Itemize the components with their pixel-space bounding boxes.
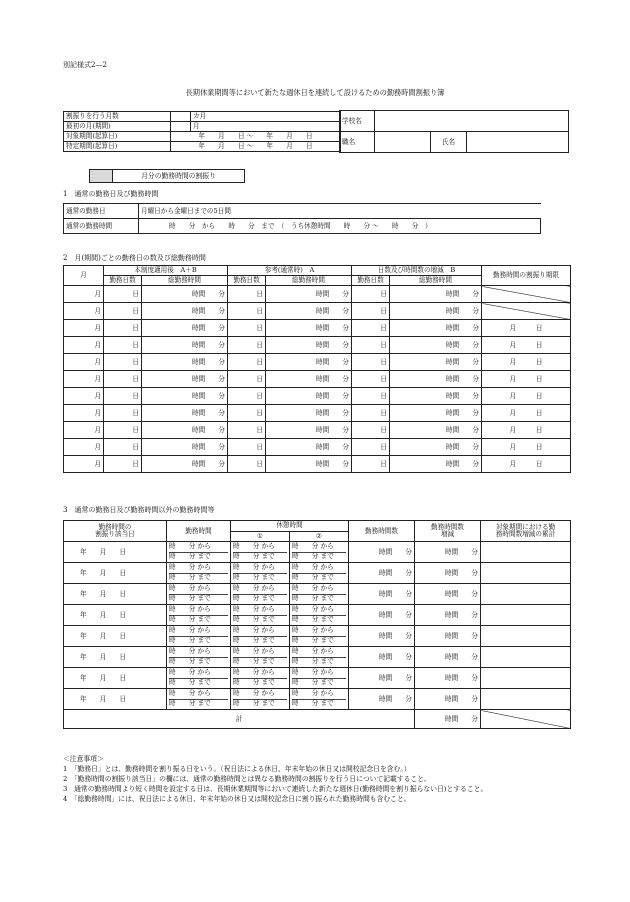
row-ref-days[interactable]: 日 <box>228 439 266 456</box>
time-to: 時 分 まで <box>233 614 275 623</box>
row-deadline[interactable]: 月 日 <box>482 371 571 388</box>
row-cumulative[interactable] <box>481 605 571 626</box>
time-to: 時 分 まで <box>169 593 211 602</box>
row-deadline[interactable]: 月 日 <box>482 354 571 371</box>
row-change-days[interactable]: 日 <box>352 405 390 422</box>
row-change-days[interactable]: 日 <box>352 439 390 456</box>
row-count[interactable]: 時間 分 <box>349 605 415 626</box>
label: 特定期間(起算日) <box>64 142 171 152</box>
row-ref-total[interactable]: 時間 分 <box>266 286 352 303</box>
header-system: 本制度適用後 A＋B <box>104 266 228 276</box>
row-change-days[interactable]: 日 <box>352 320 390 337</box>
table-row <box>64 422 571 439</box>
time-to: 時 分 まで <box>292 656 334 665</box>
row-change-days[interactable]: 日 <box>352 303 390 320</box>
row-change-days[interactable]: 日 <box>352 456 390 473</box>
time-to: 時 分 まで <box>292 677 334 686</box>
row-month[interactable]: 月 <box>64 388 104 405</box>
row-ref-total[interactable]: 時間 分 <box>266 388 352 405</box>
row-count[interactable]: 時間 分 <box>349 689 415 710</box>
header-total: 総勤務時間 <box>142 276 228 286</box>
row-days[interactable]: 日 <box>104 439 142 456</box>
time-from: 時 分 から <box>292 564 346 574</box>
row-change-total[interactable]: 時間 分 <box>390 439 482 456</box>
row-break1[interactable] <box>231 584 290 605</box>
header-days: 勤務日数 <box>352 276 390 286</box>
header-month: 月 <box>64 266 104 286</box>
header-days: 勤務日数 <box>228 276 266 286</box>
table-row <box>64 354 571 371</box>
row-total[interactable]: 時間 分 <box>142 354 228 371</box>
time-from: 時 分 から <box>292 627 346 637</box>
row-total[interactable]: 時間 分 <box>142 405 228 422</box>
row-hours[interactable] <box>167 542 231 563</box>
row-month[interactable]: 月 <box>64 371 104 388</box>
time-from: 時 分 から <box>169 627 228 637</box>
row-date[interactable]: 年 月 日 <box>64 605 167 626</box>
row-hours[interactable] <box>167 605 231 626</box>
table-row <box>64 584 571 605</box>
section1-title: 1 通常の勤務日及び勤務時間 <box>63 190 159 198</box>
row-total[interactable]: 時間 分 <box>142 320 228 337</box>
row-ref-total[interactable]: 時間 分 <box>266 320 352 337</box>
value[interactable]: カ月 <box>191 112 341 122</box>
table-row <box>64 647 571 668</box>
table-row <box>64 371 571 388</box>
name-field[interactable] <box>467 132 569 153</box>
row-change-days[interactable]: 日 <box>352 354 390 371</box>
row-change-days[interactable]: 日 <box>352 388 390 405</box>
row-change-total[interactable]: 時間 分 <box>390 371 482 388</box>
row-break1[interactable] <box>231 689 290 710</box>
row-ref-total[interactable]: 時間 分 <box>266 337 352 354</box>
row-deadline[interactable]: 月 日 <box>482 405 571 422</box>
row-change[interactable]: 時間 分 <box>415 584 481 605</box>
row-month[interactable]: 月 <box>64 286 104 303</box>
table-row <box>64 689 571 710</box>
row-ref-total[interactable]: 時間 分 <box>266 405 352 422</box>
hours-label: 通常の勤務時間 <box>64 219 139 234</box>
table-row <box>64 439 571 456</box>
header-break: 休憩時間 <box>231 521 349 532</box>
header-total: 総勤務時間 <box>390 276 482 286</box>
time-to: 時 分 まで <box>292 551 334 560</box>
row-ref-total[interactable]: 時間 分 <box>266 422 352 439</box>
row-cumulative[interactable] <box>481 626 571 647</box>
row-break2[interactable] <box>290 542 349 563</box>
workday-value: 月曜日から金曜日までの5日間 <box>139 204 541 219</box>
section2-title: 2 月(期間)ごとの勤務日の数及び総勤務時間 <box>63 254 206 262</box>
time-from: 時 分 から <box>169 669 228 679</box>
time-from: 時 分 から <box>292 543 346 553</box>
row-change-total[interactable]: 時間 分 <box>390 320 482 337</box>
table-row <box>64 605 571 626</box>
row-deadline[interactable]: 月 日 <box>482 422 571 439</box>
row-month[interactable]: 月 <box>64 405 104 422</box>
month-field[interactable] <box>90 170 113 182</box>
row-change-total[interactable]: 時間 分 <box>390 286 482 303</box>
row-deadline-blank <box>482 286 571 303</box>
row-date[interactable]: 年 月 日 <box>64 542 167 563</box>
value[interactable]: 月 <box>191 122 341 132</box>
row-break1[interactable] <box>231 605 290 626</box>
row-ref-days[interactable]: 日 <box>228 320 266 337</box>
row-total[interactable]: 時間 分 <box>142 456 228 473</box>
table-row <box>64 286 571 303</box>
section1-table <box>63 203 541 234</box>
header-count: 勤務時間数 <box>349 521 415 542</box>
row-deadline[interactable]: 月 日 <box>482 337 571 354</box>
time-from: 時 分 から <box>233 606 287 616</box>
row-cumulative[interactable] <box>481 563 571 584</box>
time-to: 時 分 まで <box>169 572 211 581</box>
table-row <box>64 320 571 337</box>
row-break1[interactable] <box>231 626 290 647</box>
row-ref-total[interactable]: 時間 分 <box>266 439 352 456</box>
section3-table <box>63 520 571 729</box>
row-month[interactable]: 月 <box>64 337 104 354</box>
row-days[interactable]: 日 <box>104 371 142 388</box>
row-break2[interactable] <box>290 584 349 605</box>
total-cumulative <box>481 710 571 729</box>
row-count[interactable]: 時間 分 <box>349 542 415 563</box>
row-count[interactable]: 時間 分 <box>349 626 415 647</box>
row-change-days[interactable]: 日 <box>352 337 390 354</box>
time-to: 時 分 まで <box>292 698 334 707</box>
notes-heading: ＜注意事項＞ <box>63 755 104 763</box>
label: 割振りを行う月数 <box>64 112 171 122</box>
row-days[interactable]: 日 <box>104 405 142 422</box>
value[interactable]: 年 月 日 〜 年 月 日 <box>171 142 341 152</box>
row-ref-days[interactable]: 日 <box>228 388 266 405</box>
header-break2: ② <box>290 531 349 542</box>
header-days: 勤務日数 <box>104 276 142 286</box>
row-break1[interactable] <box>231 647 290 668</box>
row-change[interactable]: 時間 分 <box>415 647 481 668</box>
row-deadline[interactable]: 月 日 <box>482 439 571 456</box>
row-change-days[interactable]: 日 <box>352 286 390 303</box>
row-date[interactable]: 年 月 日 <box>64 689 167 710</box>
row-days[interactable]: 日 <box>104 303 142 320</box>
row-hours[interactable] <box>167 584 231 605</box>
section3-title: 3 通常の勤務日及び勤務時間以外の勤務時間等 <box>63 506 215 514</box>
time-to: 時 分 まで <box>292 635 334 644</box>
row-change[interactable]: 時間 分 <box>415 626 481 647</box>
form-id: 別記様式2—2 <box>63 61 107 69</box>
table-row <box>64 563 571 584</box>
time-from: 時 分 から <box>169 543 228 553</box>
row-date[interactable]: 年 月 日 <box>64 626 167 647</box>
hours-value[interactable]: 時 分 から 時 分 まで （ うち休憩時間 時 分 〜 時 分 ） <box>139 219 541 234</box>
time-to: 時 分 まで <box>292 572 334 581</box>
table-row <box>64 668 571 689</box>
row-total[interactable]: 時間 分 <box>142 337 228 354</box>
row-cumulative[interactable] <box>481 584 571 605</box>
row-change-total[interactable]: 時間 分 <box>390 337 482 354</box>
header-cumulative: 対象期間における勤 務時間数増減の累計 <box>481 521 571 542</box>
row-change[interactable]: 時間 分 <box>415 563 481 584</box>
row-break2[interactable] <box>290 626 349 647</box>
row-change-total[interactable]: 時間 分 <box>390 422 482 439</box>
row-break2[interactable] <box>290 605 349 626</box>
header-change: 日数及び時間数の増減 B <box>352 266 482 276</box>
row-break2[interactable] <box>290 689 349 710</box>
time-to: 時 分 まで <box>233 551 275 560</box>
header-total: 総勤務時間 <box>266 276 352 286</box>
row-ref-total[interactable]: 時間 分 <box>266 354 352 371</box>
row-count[interactable]: 時間 分 <box>349 647 415 668</box>
row-deadline-blank <box>482 303 571 320</box>
workday-label: 通常の勤務日 <box>64 204 139 219</box>
row-cumulative[interactable] <box>481 668 571 689</box>
monthly-box <box>89 169 245 183</box>
time-to: 時 分 まで <box>169 677 211 686</box>
table-row <box>64 626 571 647</box>
time-to: 時 分 まで <box>169 551 211 560</box>
table-row <box>64 456 571 473</box>
time-to: 時 分 まで <box>292 614 334 623</box>
row-change-total[interactable]: 時間 分 <box>390 388 482 405</box>
row-date[interactable]: 年 月 日 <box>64 563 167 584</box>
row-ref-days[interactable]: 日 <box>228 303 266 320</box>
total-value[interactable]: 時間 分 <box>415 710 481 729</box>
row-break1[interactable] <box>231 542 290 563</box>
row-change[interactable]: 時間 分 <box>415 668 481 689</box>
time-from: 時 分 から <box>169 606 228 616</box>
time-from: 時 分 から <box>233 690 287 700</box>
time-to: 時 分 まで <box>233 593 275 602</box>
row-days[interactable]: 日 <box>104 286 142 303</box>
time-from: 時 分 から <box>233 669 287 679</box>
row-ref-total[interactable]: 時間 分 <box>266 371 352 388</box>
time-to: 時 分 まで <box>233 698 275 707</box>
row-deadline[interactable]: 月 日 <box>482 320 571 337</box>
row-total[interactable]: 時間 分 <box>142 439 228 456</box>
time-from: 時 分 から <box>169 648 228 658</box>
row-days[interactable]: 日 <box>104 388 142 405</box>
row-month[interactable]: 月 <box>64 303 104 320</box>
label: 対象期間(起算日) <box>64 132 171 142</box>
row-days[interactable]: 日 <box>104 354 142 371</box>
row-days[interactable]: 日 <box>104 422 142 439</box>
time-from: 時 分 から <box>233 543 287 553</box>
row-deadline[interactable]: 月 日 <box>482 388 571 405</box>
row-month[interactable]: 月 <box>64 439 104 456</box>
row-cumulative[interactable] <box>481 542 571 563</box>
table-row <box>64 405 571 422</box>
row-break2[interactable] <box>290 563 349 584</box>
time-from: 時 分 から <box>292 585 346 595</box>
row-count[interactable]: 時間 分 <box>349 668 415 689</box>
time-to: 時 分 まで <box>169 698 211 707</box>
row-cumulative[interactable] <box>481 647 571 668</box>
time-to: 時 分 まで <box>169 656 211 665</box>
total-label: 計 <box>64 710 415 729</box>
row-count[interactable]: 時間 分 <box>349 584 415 605</box>
time-to: 時 分 まで <box>233 677 275 686</box>
row-ref-days[interactable]: 日 <box>228 422 266 439</box>
monthly-box-label: 月分の勤務時間の割振り <box>141 172 216 180</box>
row-hours[interactable] <box>167 563 231 584</box>
row-total[interactable]: 時間 分 <box>142 388 228 405</box>
time-to: 時 分 まで <box>233 572 275 581</box>
row-total[interactable]: 時間 分 <box>142 371 228 388</box>
row-ref-days[interactable]: 日 <box>228 286 266 303</box>
row-change-days[interactable]: 日 <box>352 371 390 388</box>
period-table <box>63 111 341 152</box>
section2-table <box>63 265 571 473</box>
row-count[interactable]: 時間 分 <box>349 563 415 584</box>
table-row <box>64 542 571 563</box>
row-date[interactable]: 年 月 日 <box>64 584 167 605</box>
header-hours: 勤務時間 <box>167 521 231 542</box>
time-from: 時 分 から <box>292 606 346 616</box>
row-month[interactable]: 月 <box>64 354 104 371</box>
time-from: 時 分 から <box>233 627 287 637</box>
row-hours[interactable] <box>167 647 231 668</box>
time-to: 時 分 まで <box>292 593 334 602</box>
time-to: 時 分 まで <box>233 635 275 644</box>
row-change[interactable]: 時間 分 <box>415 542 481 563</box>
time-from: 時 分 から <box>169 564 228 574</box>
time-to: 時 分 まで <box>233 656 275 665</box>
row-days[interactable]: 日 <box>104 337 142 354</box>
row-month[interactable]: 月 <box>64 320 104 337</box>
table-row <box>64 388 571 405</box>
name-label: 氏名 <box>431 132 467 153</box>
label: 最初の月(期間) <box>64 122 171 132</box>
row-change-total[interactable]: 時間 分 <box>390 303 482 320</box>
time-from: 時 分 から <box>233 585 287 595</box>
note-1: 1 「勤務日」とは、勤務時間を割り振る日をいう。（祝日法による休日、年末年始の休日又は開校記念日を含む。） <box>63 765 411 773</box>
row-break2[interactable] <box>290 668 349 689</box>
note-4: 4 「総勤務時間」には、祝日法による休日、年末年始の休日又は開校記念日に割り振られた勤務時間も含むこと。 <box>63 795 411 803</box>
note-2: 2 「勤務時間の割振り該当日」の欄には、通常の勤務時間とは異なる勤務時間の割振りを行う日について記載すること。 <box>63 775 431 783</box>
row-hours[interactable] <box>167 689 231 710</box>
row-change-total[interactable]: 時間 分 <box>390 354 482 371</box>
position-label: 職名 <box>340 132 375 153</box>
school-field[interactable] <box>375 111 569 132</box>
table-row <box>64 303 571 320</box>
time-from: 時 分 から <box>169 690 228 700</box>
header-change: 勤務時間数 増減 <box>415 521 481 542</box>
row-deadline[interactable]: 月 日 <box>482 456 571 473</box>
time-from: 時 分 から <box>233 564 287 574</box>
row-hours[interactable] <box>167 626 231 647</box>
row-total[interactable]: 時間 分 <box>142 422 228 439</box>
row-ref-days[interactable]: 日 <box>228 371 266 388</box>
time-to: 時 分 まで <box>169 635 211 644</box>
row-days[interactable]: 日 <box>104 320 142 337</box>
row-ref-total[interactable]: 時間 分 <box>266 303 352 320</box>
time-from: 時 分 から <box>292 690 346 700</box>
row-hours[interactable] <box>167 668 231 689</box>
row-date[interactable]: 年 月 日 <box>64 668 167 689</box>
row-change-total[interactable]: 時間 分 <box>390 456 482 473</box>
school-label: 学校名 <box>340 111 375 132</box>
time-from: 時 分 から <box>233 648 287 658</box>
row-change-total[interactable]: 時間 分 <box>390 405 482 422</box>
row-days[interactable]: 日 <box>104 456 142 473</box>
row-ref-total[interactable]: 時間 分 <box>266 456 352 473</box>
time-from: 時 分 から <box>169 585 228 595</box>
row-month[interactable]: 月 <box>64 422 104 439</box>
row-total[interactable]: 時間 分 <box>142 303 228 320</box>
row-month[interactable]: 月 <box>64 456 104 473</box>
row-change[interactable]: 時間 分 <box>415 689 481 710</box>
position-field[interactable] <box>375 132 431 153</box>
notes <box>63 753 487 803</box>
row-date[interactable]: 年 月 日 <box>64 647 167 668</box>
row-ref-days[interactable]: 日 <box>228 354 266 371</box>
table-row <box>64 337 571 354</box>
row-break1[interactable] <box>231 563 290 584</box>
value[interactable]: 年 月 日 〜 年 月 日 <box>171 132 341 142</box>
row-ref-days[interactable]: 日 <box>228 337 266 354</box>
page-title: 長期休業期間等において新たな週休日を連続して設けるための勤務時間割振り簿 <box>185 88 445 97</box>
header-date: 勤務時間の 割振り該当日 <box>64 521 167 542</box>
row-break1[interactable] <box>231 668 290 689</box>
header-ref: 参考(通常時) A <box>228 266 352 276</box>
row-cumulative[interactable] <box>481 689 571 710</box>
header-break1: ① <box>231 531 290 542</box>
row-ref-days[interactable]: 日 <box>228 456 266 473</box>
row-change[interactable]: 時間 分 <box>415 605 481 626</box>
row-total[interactable]: 時間 分 <box>142 286 228 303</box>
row-break2[interactable] <box>290 647 349 668</box>
note-3: 3 通常の勤務時間より短く時間を設定する日は、長期休業期間等において連続した新たな週休日(勤務時間を割り振らない日)とすること。 <box>63 785 488 793</box>
row-change-days[interactable]: 日 <box>352 422 390 439</box>
school-table <box>339 110 569 153</box>
header-deadline: 勤務時間の割振り期限 <box>482 266 571 286</box>
time-from: 時 分 から <box>292 648 346 658</box>
row-ref-days[interactable]: 日 <box>228 405 266 422</box>
time-from: 時 分 から <box>292 669 346 679</box>
time-to: 時 分 まで <box>169 614 211 623</box>
